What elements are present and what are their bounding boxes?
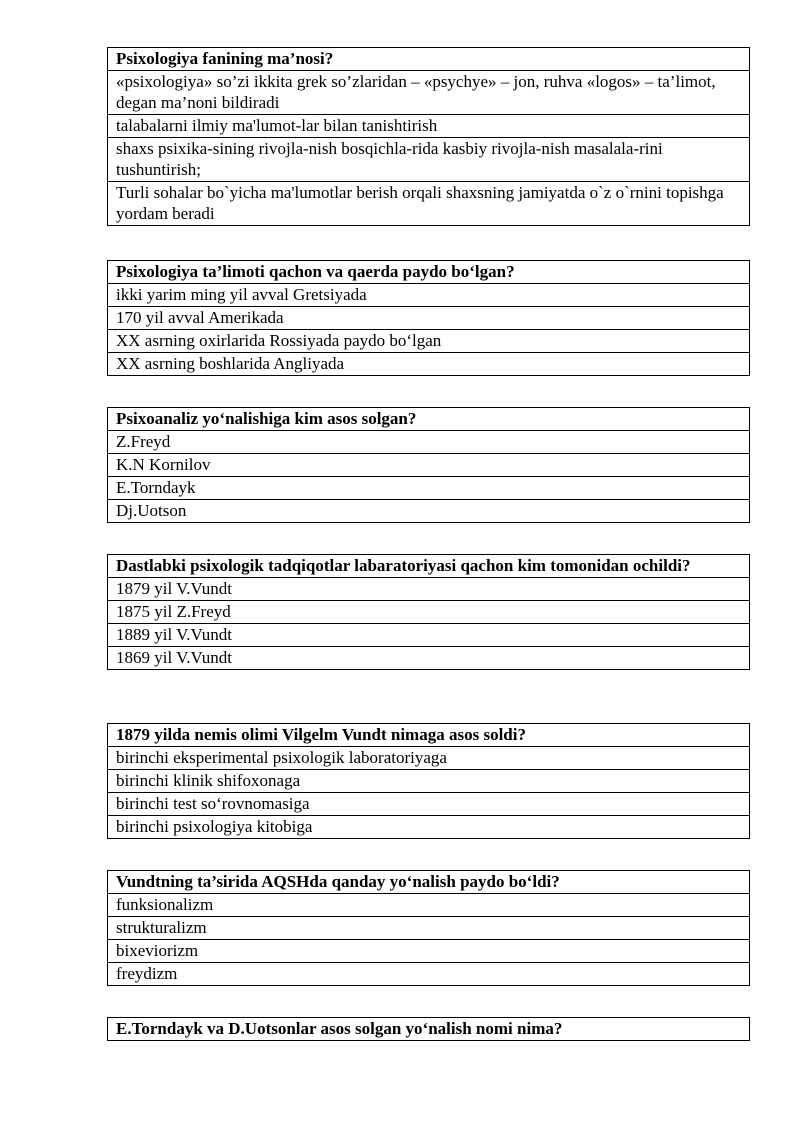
question-block: [107, 260, 750, 376]
answer-row: [108, 431, 750, 454]
answer-row: [108, 182, 750, 226]
answer-row: [108, 330, 750, 353]
answer-option: strukturalizm: [108, 917, 750, 940]
question-row: [108, 408, 750, 431]
answer-row: [108, 500, 750, 523]
answer-option: E.Torndayk: [108, 477, 750, 500]
answer-row: [108, 71, 750, 115]
answer-option: XX asrning boshlarida Angliyada: [108, 353, 750, 376]
answer-option: birinchi psixologiya kitobiga: [108, 816, 750, 839]
question-text: Vundtning ta’sirida AQSHda qanday yo‘nalish paydo bo‘ldi?: [108, 871, 750, 894]
answer-row: [108, 284, 750, 307]
question-block: [107, 47, 750, 226]
answer-option: ikki yarim ming yil avval Gretsiyada: [108, 284, 750, 307]
answer-option: 170 yil avval Amerikada: [108, 307, 750, 330]
question-row: [108, 1018, 750, 1041]
answer-row: [108, 647, 750, 670]
question-row: [108, 724, 750, 747]
question-row: [108, 871, 750, 894]
answer-row: [108, 894, 750, 917]
question-block: [107, 723, 750, 839]
answer-option: 1879 yil V.Vundt: [108, 578, 750, 601]
question-text: Psixologiya ta’limoti qachon va qaerda paydo bo‘lgan?: [108, 261, 750, 284]
question-block: [107, 1017, 750, 1041]
answer-row: [108, 963, 750, 986]
answer-option: 1875 yil Z.Freyd: [108, 601, 750, 624]
answer-option: funksionalizm: [108, 894, 750, 917]
question-block: [107, 407, 750, 523]
answer-option: XX asrning oxirlarida Rossiyada paydo bo‘lgan: [108, 330, 750, 353]
question-row: [108, 261, 750, 284]
answer-option: 1889 yil V.Vundt: [108, 624, 750, 647]
question-block: [107, 554, 750, 670]
answer-option: birinchi klinik shifoxonaga: [108, 770, 750, 793]
answer-option: birinchi eksperimental psixologik laboratoriyaga: [108, 747, 750, 770]
answer-row: [108, 454, 750, 477]
answer-row: [108, 940, 750, 963]
answer-row: [108, 477, 750, 500]
question-text: E.Torndayk va D.Uotsonlar asos solgan yo‘nalish nomi nima?: [108, 1018, 750, 1041]
answer-option: shaxs psixika-sining rivojla-nish bosqichla-rida kasbiy rivojla-nish masalala-rini tushuntirish;: [108, 138, 750, 182]
answer-row: [108, 624, 750, 647]
answer-row: [108, 138, 750, 182]
question-block: [107, 870, 750, 986]
answer-row: [108, 578, 750, 601]
question-text: Psixoanaliz yo‘nalishiga kim asos solgan?: [108, 408, 750, 431]
question-text: Psixologiya fanining ma’nosi?: [108, 48, 750, 71]
answer-row: [108, 747, 750, 770]
answer-option: 1869 yil V.Vundt: [108, 647, 750, 670]
answer-option: freydizm: [108, 963, 750, 986]
answer-option: Dj.Uotson: [108, 500, 750, 523]
question-text: 1879 yilda nemis olimi Vilgelm Vundt nimaga asos soldi?: [108, 724, 750, 747]
answer-row: [108, 601, 750, 624]
question-row: [108, 555, 750, 578]
answer-option: Turli sohalar bo`yicha ma'lumotlar berish orqali shaxsning jamiyatda o`z o`rnini topishga yordam beradi: [108, 182, 750, 226]
answer-option: talabalarni ilmiy ma'lumot-lar bilan tanishtirish: [108, 115, 750, 138]
answer-option: birinchi test so‘rovnomasiga: [108, 793, 750, 816]
answer-option: «psixologiya» so’zi ikkita grek so’zlaridan – «psychye» – jon, ruhva «logos» – ta’limot, degan ma’noni bildiradi: [108, 71, 750, 115]
answer-option: K.N Kornilov: [108, 454, 750, 477]
answer-option: bixeviorizm: [108, 940, 750, 963]
question-text: Dastlabki psixologik tadqiqotlar labaratoriyasi qachon kim tomonidan ochildi?: [108, 555, 750, 578]
answer-row: [108, 353, 750, 376]
answer-row: [108, 793, 750, 816]
answer-row: [108, 816, 750, 839]
answer-row: [108, 770, 750, 793]
answer-row: [108, 307, 750, 330]
answer-row: [108, 115, 750, 138]
answer-option: Z.Freyd: [108, 431, 750, 454]
question-row: [108, 48, 750, 71]
answer-row: [108, 917, 750, 940]
